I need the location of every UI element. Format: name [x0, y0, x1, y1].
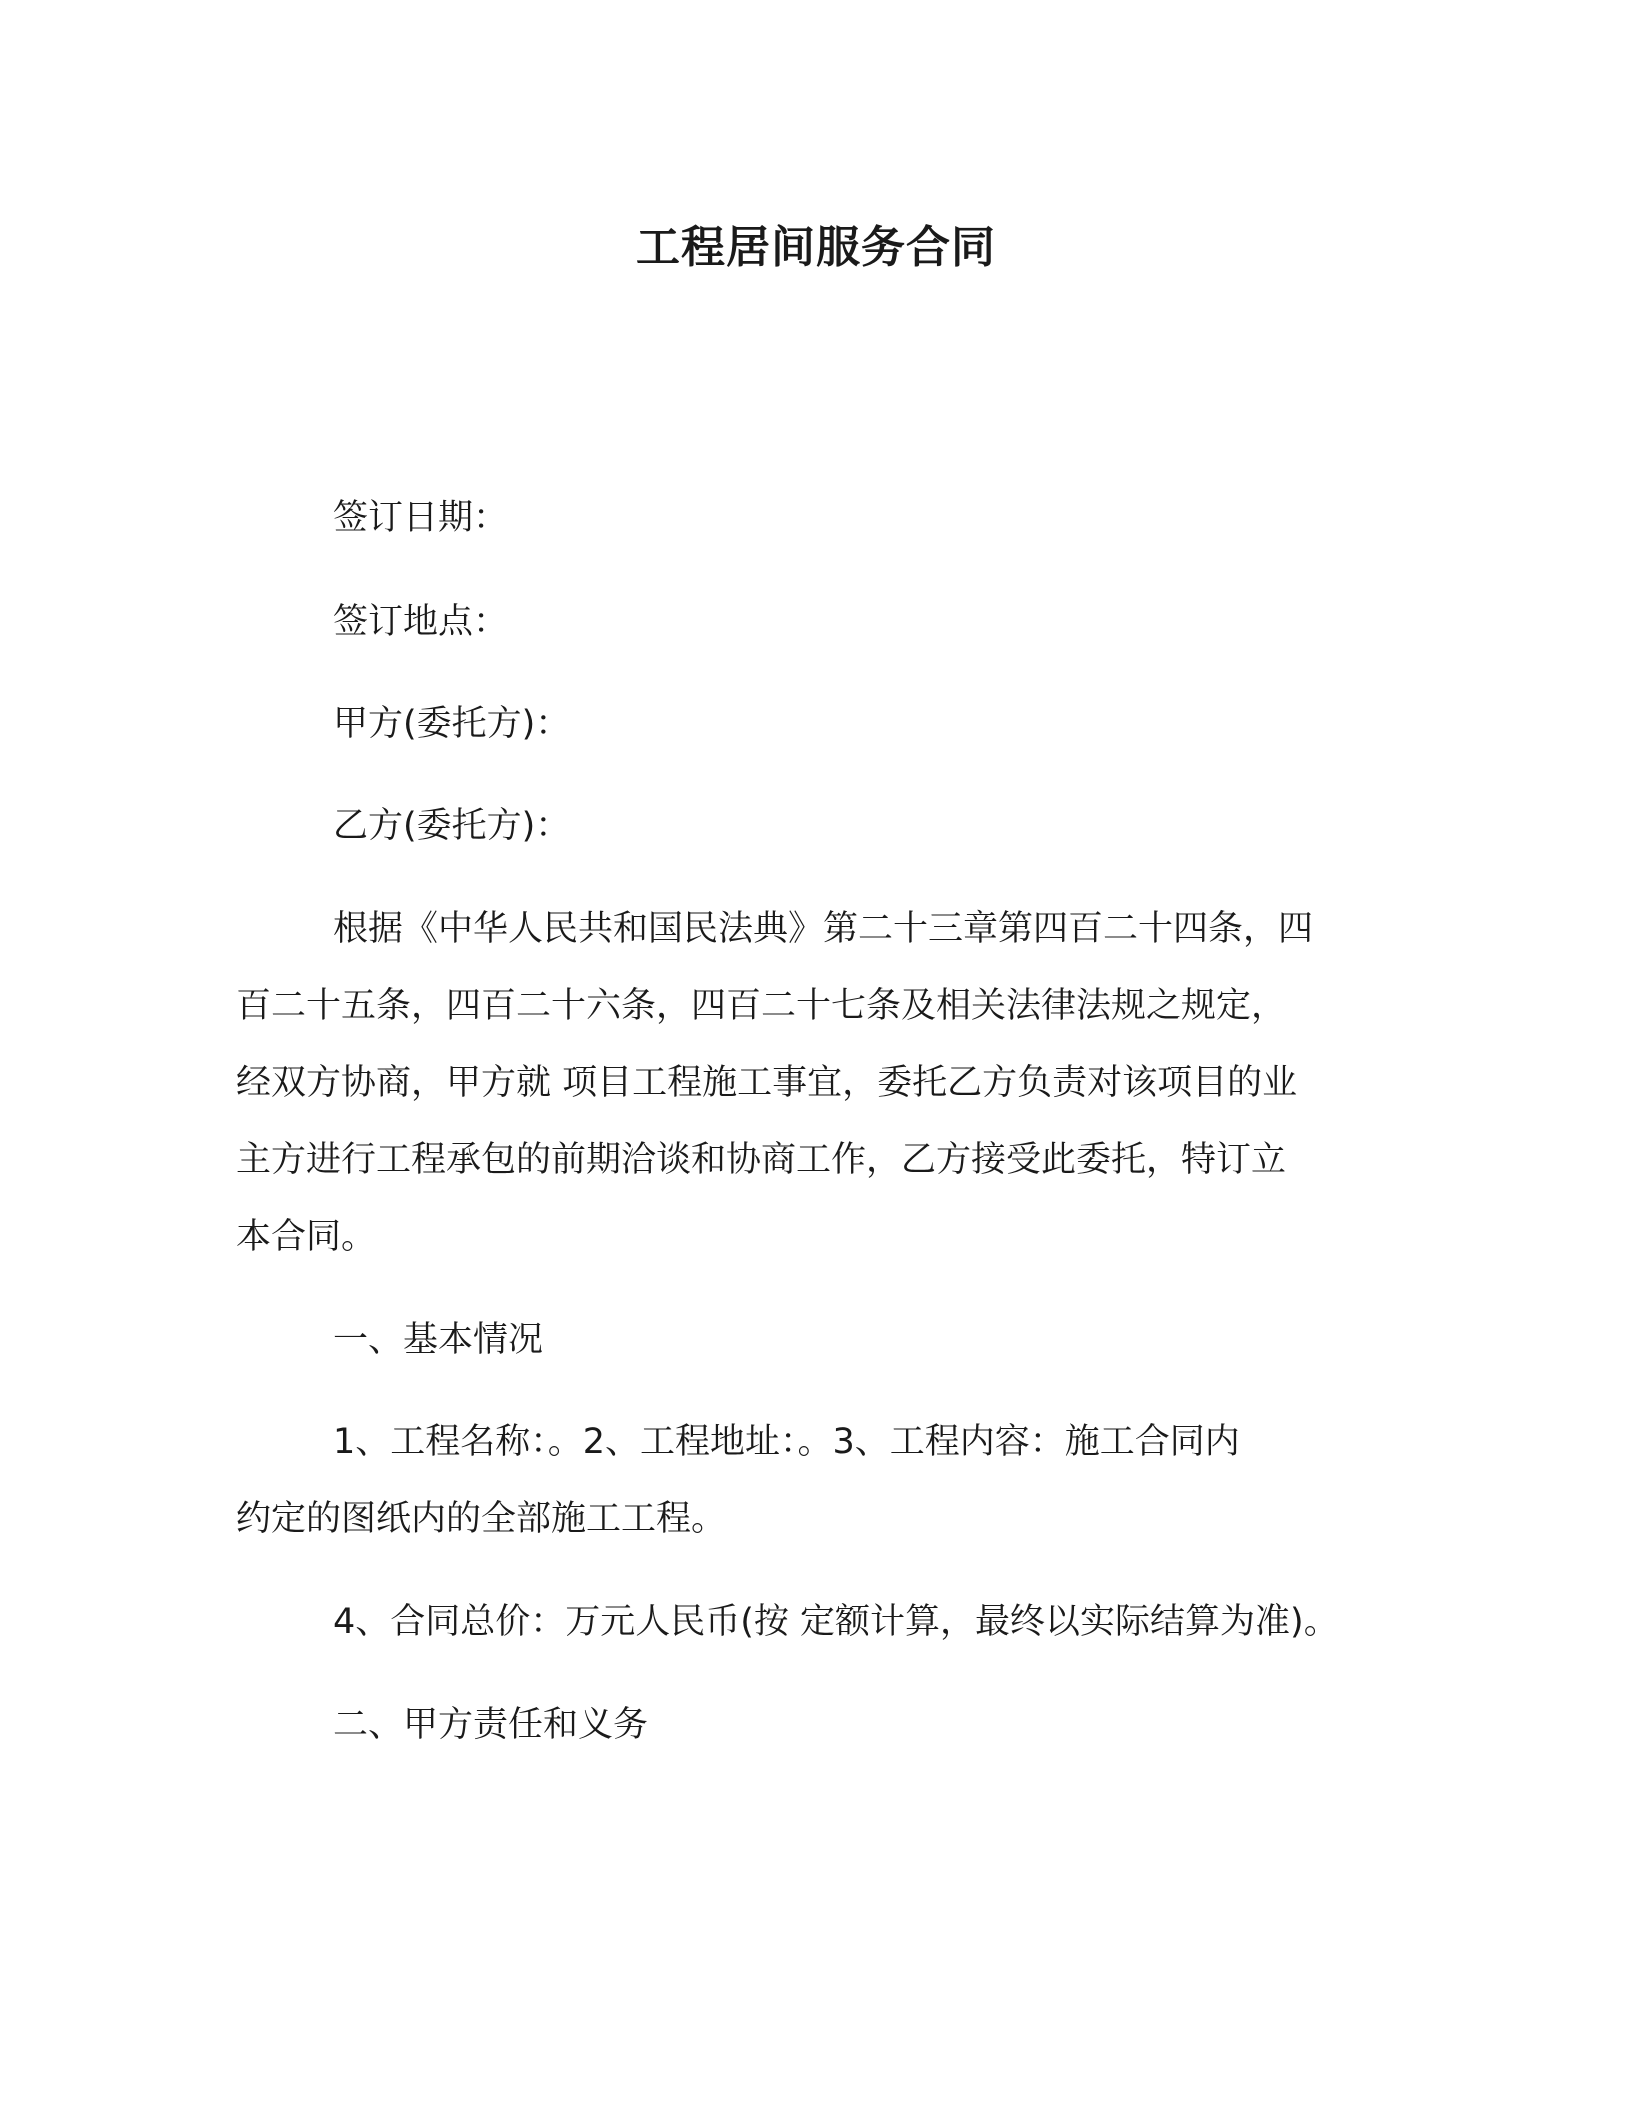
- sign-place-field: 签订地点：: [333, 602, 509, 642]
- preamble-line: 百二十五条，四百二十六条，四百二十七条及相关法律法规之规定，: [236, 986, 1287, 1026]
- party-b-field: 乙方(委托方)：: [333, 806, 571, 846]
- preamble-line: 经双方协商，甲方就 项目工程施工事宜，委托乙方负责对该项目的业: [236, 1063, 1298, 1103]
- section-2-heading: 二、甲方责任和义务: [333, 1705, 649, 1745]
- preamble-line: 主方进行工程承包的前期洽谈和协商工作，乙方接受此委托，特订立: [236, 1140, 1287, 1180]
- preamble-line: 本合同。: [236, 1217, 377, 1257]
- party-a-field: 甲方(委托方)：: [333, 704, 571, 744]
- section-1-item-line: 约定的图纸内的全部施工工程。: [236, 1499, 727, 1539]
- document-title: 工程居间服务合同: [636, 222, 996, 273]
- section-1-item-line: 1、工程名称：。2、工程地址：。3、工程内容：施工合同内: [333, 1422, 1240, 1462]
- section-1-item-4: 4、合同总价：万元人民币(按 定额计算，最终以实际结算为准)。: [333, 1602, 1339, 1642]
- section-1-heading: 一、基本情况: [333, 1320, 544, 1360]
- preamble-line: 根据《中华人民共和国民法典》第二十三章第四百二十四条，四: [333, 909, 1314, 949]
- sign-date-field: 签订日期：: [333, 498, 509, 538]
